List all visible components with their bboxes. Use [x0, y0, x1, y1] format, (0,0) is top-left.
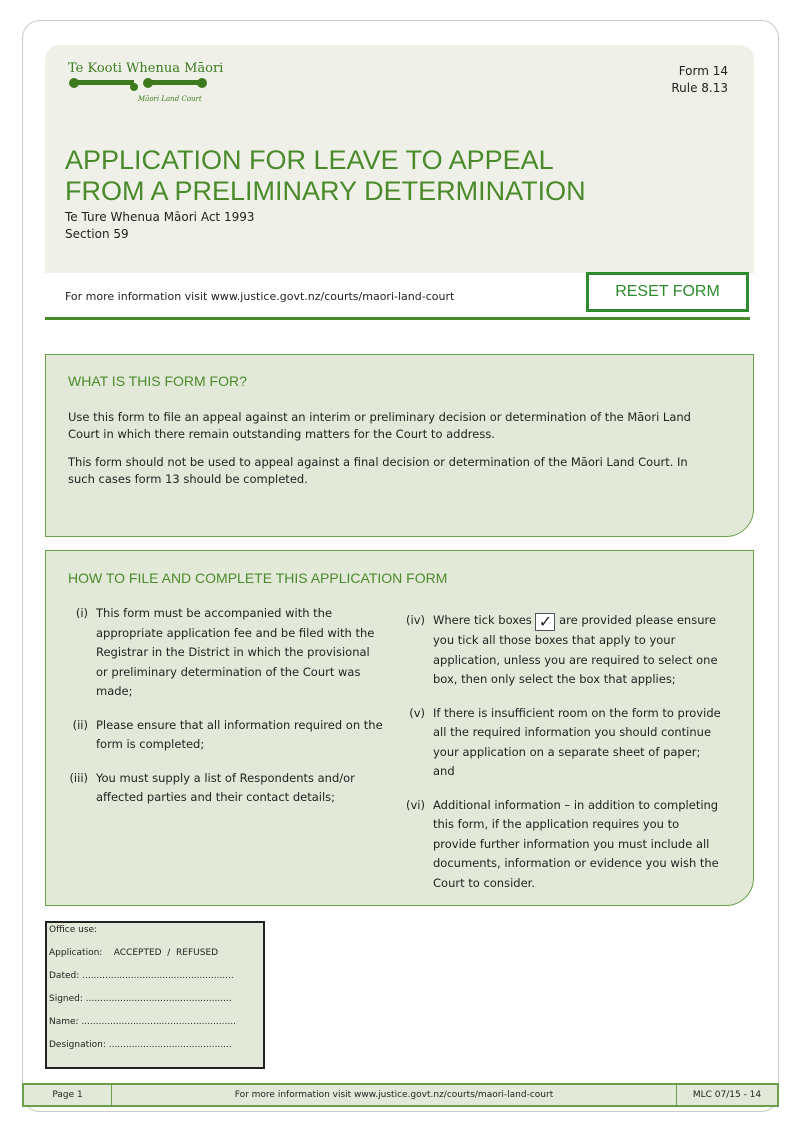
- list-item: (iii) You must supply a list of Respondents and/or affected parties and their contact details;: [69, 770, 355, 804]
- list-item: (iv) Where tick boxes ✓ are provided please ensure you tick all those boxes that apply to your application, unless you are required to select one box, then only select the box that applies;: [406, 612, 718, 686]
- footer: [22, 1083, 779, 1107]
- form-code: MLC 07/15 - 14: [692, 1090, 762, 1100]
- page-number: Page 1: [24, 1085, 112, 1105]
- list-item: (ii) Please ensure that all information required on the form is completed;: [72, 717, 383, 751]
- info-link-text: For more information visit www.justice.govt.nz/courts/maori-land-court: [65, 290, 455, 303]
- divider: [45, 317, 750, 320]
- footer-info: For more information visit www.justice.govt.nz/courts/maori-land-court: [112, 1085, 677, 1105]
- page-title: APPLICATION FOR LEAVE TO APPEAL FROM A PRELIMINARY DETERMINATION: [65, 145, 586, 206]
- section-heading: WHAT IS THIS FORM FOR?: [68, 373, 247, 389]
- paragraph: This form should not be used to appeal against a final decision or determination of the Māori Land Court. In such cases form 13 should be completed.: [68, 455, 688, 486]
- checkbox-example-icon: ✓: [535, 613, 555, 631]
- list-item: (i) This form must be accompanied with the appropriate application fee and be filed with the Registrar in the District in which the provisional or preliminary determination of the Court was made;: [75, 606, 375, 698]
- office-use-box: Office use: Application: ACCEPTED / REFUSED Dated: ..................................................... Signed: ................................................... Name: ...................................................... Designation: ...........................................: [45, 921, 265, 1069]
- list-item: (v) If there is insufficient room on the form to provide all the required information you should continue your application on a separate sheet of paper; and: [409, 705, 721, 778]
- instructions-right: [401, 611, 721, 907]
- instructions-left: [64, 604, 384, 822]
- logo-graphic: [68, 77, 208, 91]
- reset-form-button[interactable]: RESET FORM: [586, 272, 749, 312]
- paragraph: Use this form to file an appeal against an interim or preliminary decision or determination of the Māori Land Court in which there remain outstanding matters for the Court to address.: [68, 410, 691, 441]
- section-heading: HOW TO FILE AND COMPLETE THIS APPLICATION FORM: [68, 570, 448, 586]
- how-section: [45, 550, 754, 906]
- what-section: [45, 354, 754, 537]
- list-item: (vi) Additional information – in addition to completing this form, if the application requires you to provide further information you must include all documents, information or evidence you wish the Court to consider.: [406, 797, 719, 890]
- act-reference: Te Ture Whenua Māori Act 1993 Section 59: [65, 210, 255, 241]
- court-logo: Te Kooti Whenua Māori Māori Land Court: [68, 61, 224, 103]
- form-number: Form 14 Rule 8.13: [671, 64, 728, 95]
